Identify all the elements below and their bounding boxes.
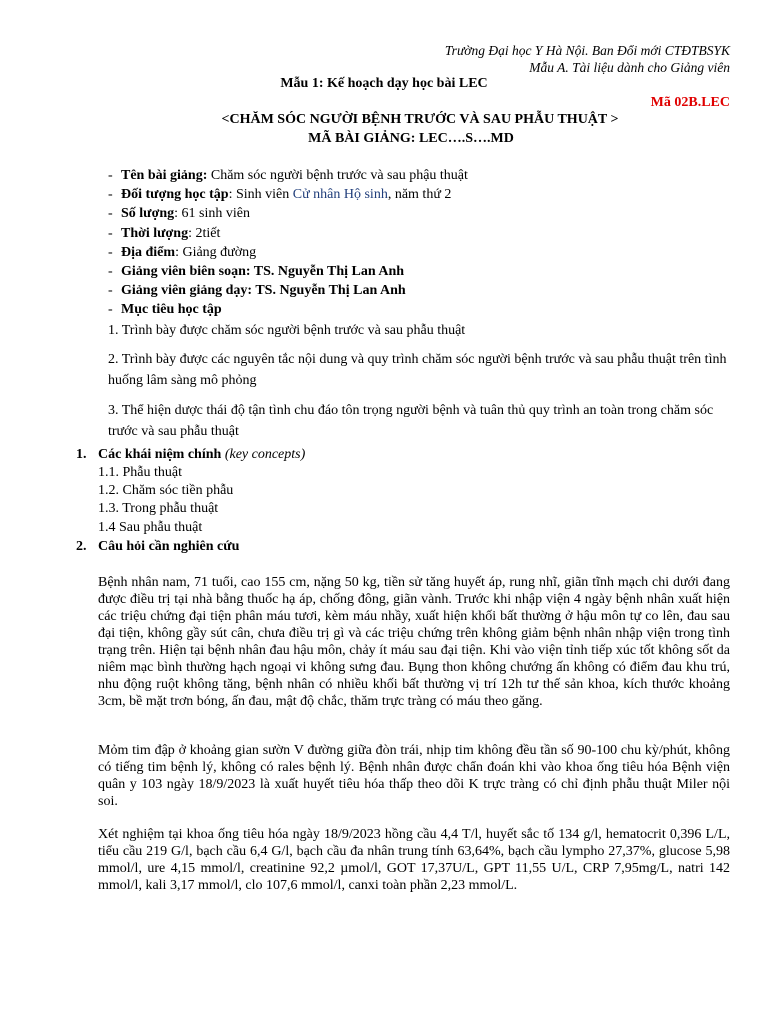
info-objectives <box>108 300 468 319</box>
info-teacher <box>108 281 468 300</box>
document-code: Mã 02B.LEC <box>650 95 730 110</box>
concept-item: 1.1. Phẫu thuật <box>98 465 182 480</box>
info-value: : Sinh viên <box>228 187 293 203</box>
info-location <box>108 243 468 262</box>
concept-item: 1.4 Sau phẫu thuật <box>98 520 203 535</box>
info-value: : 61 sinh viên <box>174 206 250 222</box>
case-paragraph: Mỏm tim đập ở khoảng gian sườn V đường giữa đòn trái, nhịp tim không đều tần số 90-100 chu kỳ/phút, không có tiếng tim bệnh lý, không có rales bệnh lý. Bệnh nhân được chẩn đoán khi vào khoa ống tiêu hóa Bệnh viện quân y 103 ngày 18/9/2023 là xuất huyết tiêu hóa thấp theo dõi K trực tràng có chỉ định phẫu thuật Miler nội soi. <box>98 743 730 809</box>
case-paragraph: Bệnh nhân nam, 71 tuổi, cao 155 cm, nặng 50 kg, tiền sử tăng huyết áp, rung nhĩ, giãn tĩnh mạch chi dưới đang được điều trị tại nhà bằng thuốc hạ áp, chống đông, giãn vành. Trước khi nhập viện 4 ngày bệnh nhân xuất hiện các triệu chứng đại tiện phân máu tươi, kèm máu nhầy, xuất hiện khối bất thường ở hậu môn tự co lên, đau sau đại tiện, không gầy sút cân, chưa điều trị gì và các triệu chứng trên không giảm bệnh nhân nhập viện trong tình trạng trên. Hiện tại bệnh nhân đau hậu môn, chảy ít máu sau đại tiện. Khi vào viện tỉnh tiếp xúc tốt không sốt da niêm mạc bình thường hạch ngoại vi không sưng đau. Bụng thon không chướng ấn không có điểm đau khu trú, nhu động ruột không tăng, bệnh nhân có nhiều khối bất thường vị trí 12h tư thế sản khoa, kích thước khoảng 3cm, bề mặt trơn bóng, ấn đau, mật độ chắc, thăm trực tràng có máu theo găng. <box>98 575 730 709</box>
section-heading-research-questions <box>76 539 239 555</box>
info-value: : Giảng đường <box>175 244 257 260</box>
info-lecture-name <box>108 166 468 185</box>
info-label: Số lượng <box>121 206 175 222</box>
info-value: : 2tiết <box>188 225 221 241</box>
info-label: Tên bài giảng: <box>121 168 208 183</box>
section-title: Câu hỏi cần nghiên cứu <box>98 539 240 554</box>
section-number: 1. <box>76 447 87 462</box>
info-duration <box>108 224 468 243</box>
template-subheader: Mẫu A. Tài liệu dành cho Giảng viên <box>529 60 730 75</box>
objective-item: 3. Thể hiện dược thái độ tận tình chu đáo tôn trọng người bệnh và tuân thủ quy trình an toàn trong chăm sóc trước và sau phẫu thuật <box>108 403 714 439</box>
audience-program: Cử nhân Hộ sinh <box>292 187 388 203</box>
section-title-note: (key concepts) <box>221 447 306 462</box>
lecture-info-list <box>108 166 468 320</box>
lecture-title: <CHĂM SÓC NGƯỜI BỆNH TRƯỚC VÀ SAU PHẪU THUẬT > <box>221 112 619 127</box>
section-heading-key-concepts <box>76 447 305 463</box>
objective-item: 1. Trình bày được chăm sóc người bệnh trước và sau phẫu thuật <box>108 323 466 338</box>
case-paragraph: Xét nghiệm tại khoa ống tiêu hóa ngày 18/9/2023 hồng cầu 4,4 T/l, huyết sắc tố 134 g/l, hematocrit 0,396 L/L, tiểu cầu 219 G/l, bạch cầu 6,4 G/l, bạch cầu đa nhân trung tính 63,64%, bạch cầu lympho 27,37%, glucose 5,98 mmol/l, ure 4,15 mmol/l, creatinine 92,2 µmol/l, GOT 17,37U/L, GPT 11,55 U/L, CRP 7,95mg/L, natri 142 mmol/l, kali 3,17 mmol/l, clo 107,6 mmol/l, canxi toàn phần 2,23 mmol/L. <box>98 827 730 893</box>
section-number: 2. <box>76 539 87 554</box>
info-audience <box>108 185 468 204</box>
info-label: Đối tượng học tập <box>121 187 229 203</box>
form-title: Mẫu 1: Kế hoạch dạy học bài LEC <box>280 76 488 91</box>
section-title: Các khái niệm chính <box>98 447 222 462</box>
info-value: Chăm sóc người bệnh trước và sau phậu thuật <box>207 168 468 183</box>
info-label: Mục tiêu học tập <box>121 302 222 318</box>
lecture-code: MÃ BÀI GIẢNG: LEC….S….MD <box>308 131 514 146</box>
info-label: Thời lượng <box>121 225 189 241</box>
info-count <box>108 204 468 223</box>
concept-item: 1.3. Trong phẫu thuật <box>98 501 219 516</box>
info-value: , năm thứ 2 <box>387 187 452 203</box>
institution-header: Trường Đại học Y Hà Nội. Ban Đổi mới CTĐTBSYK <box>444 43 730 58</box>
info-label: Địa điểm <box>121 244 176 260</box>
info-author <box>108 262 468 281</box>
info-label: Giảng viên giảng dạy: TS. Nguyễn Thị Lan Anh <box>121 283 406 299</box>
objective-item: 2. Trình bày được các nguyên tắc nội dung và quy trình chăm sóc người bệnh trước và sau phẫu thuật trên tình huống lâm sàng mô phỏng <box>108 352 727 388</box>
concept-item: 1.2. Chăm sóc tiền phẫu <box>98 483 234 498</box>
info-label: Giảng viên biên soạn: TS. Nguyễn Thị Lan Anh <box>121 264 405 280</box>
